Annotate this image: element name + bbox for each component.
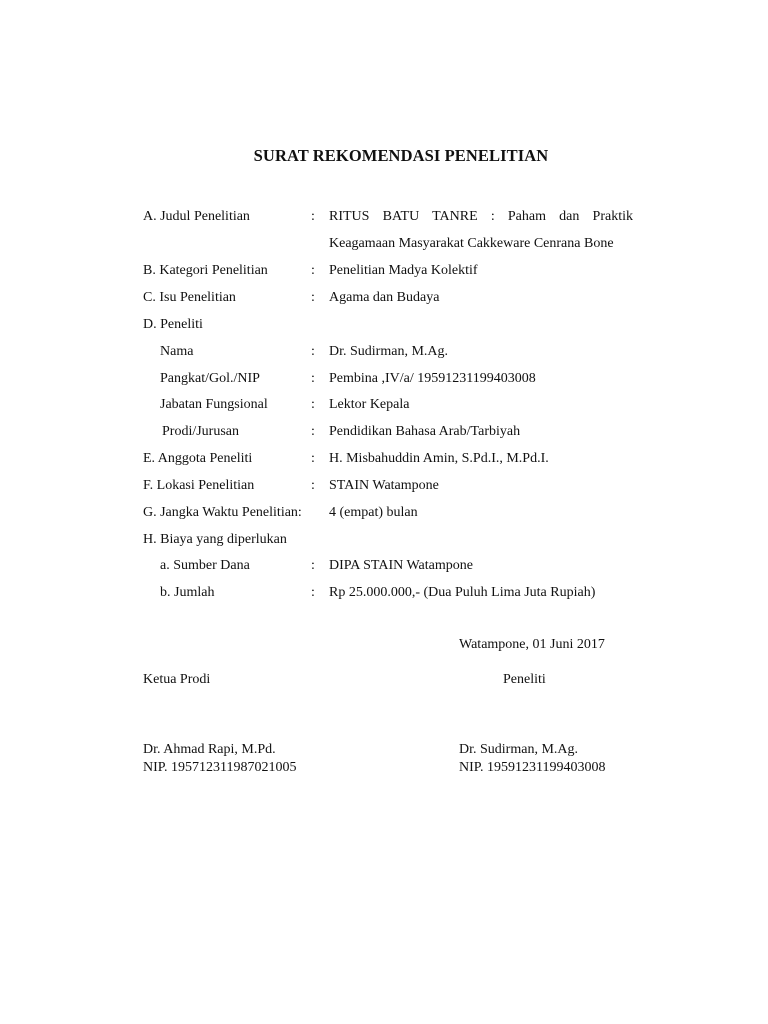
field-colon: : bbox=[311, 263, 315, 278]
field-label: Nama bbox=[160, 344, 194, 359]
signature-right-role: Peneliti bbox=[503, 672, 546, 687]
field-colon: : bbox=[311, 371, 315, 386]
field-colon: : bbox=[311, 397, 315, 412]
field-value: Lektor Kepala bbox=[329, 397, 410, 412]
signature-right-name: Dr. Sudirman, M.Ag. bbox=[459, 742, 578, 757]
field-label: E. Anggota Peneliti bbox=[143, 451, 253, 466]
field-colon: : bbox=[311, 558, 315, 573]
field-label: Jabatan Fungsional bbox=[160, 397, 268, 412]
signature-left-nip: NIP. 195712311987021005 bbox=[143, 760, 297, 775]
field-lokasi bbox=[0, 476, 768, 496]
field-label: F. Lokasi Penelitian bbox=[143, 478, 255, 493]
field-value: H. Misbahuddin Amin, S.Pd.I., M.Pd.I. bbox=[329, 451, 549, 466]
field-value: Agama dan Budaya bbox=[329, 290, 440, 305]
field-value: Pembina ,IV/a/ 19591231199403008 bbox=[329, 371, 536, 386]
field-jumlah bbox=[0, 583, 768, 603]
field-judul bbox=[0, 207, 768, 227]
field-value: 4 (empat) bulan bbox=[329, 505, 418, 520]
field-colon: : bbox=[311, 585, 315, 600]
signature-right-nip: NIP. 19591231199403008 bbox=[459, 760, 606, 775]
field-label: A. Judul Penelitian bbox=[143, 209, 250, 224]
section-peneliti bbox=[0, 315, 768, 335]
field-jabatan bbox=[0, 395, 768, 415]
field-anggota bbox=[0, 449, 768, 469]
field-label: b. Jumlah bbox=[160, 585, 215, 600]
field-label: C. Isu Penelitian bbox=[143, 290, 236, 305]
field-value: Keagamaan Masyarakat Cakkeware Cenrana Bone bbox=[329, 236, 614, 251]
section-label: H. Biaya yang diperlukan bbox=[143, 532, 287, 547]
field-value: DIPA STAIN Watampone bbox=[329, 558, 473, 573]
field-value: STAIN Watampone bbox=[329, 478, 439, 493]
field-value: Rp 25.000.000,- (Dua Puluh Lima Juta Rupiah) bbox=[329, 585, 596, 600]
field-colon: : bbox=[311, 451, 315, 466]
field-colon: : bbox=[311, 344, 315, 359]
field-value: Penelitian Madya Kolektif bbox=[329, 263, 478, 278]
field-label: B. Kategori Penelitian bbox=[143, 263, 268, 278]
field-value: Dr. Sudirman, M.Ag. bbox=[329, 344, 448, 359]
field-colon: : bbox=[311, 290, 315, 305]
field-jangka-waktu bbox=[0, 503, 768, 523]
field-label: Pangkat/Gol./NIP bbox=[160, 371, 260, 386]
field-pangkat bbox=[0, 369, 768, 389]
field-isu bbox=[0, 288, 768, 308]
field-colon: : bbox=[311, 209, 315, 224]
field-prodi bbox=[0, 422, 768, 442]
field-value: Pendidikan Bahasa Arab/Tarbiyah bbox=[329, 424, 521, 439]
field-kategori bbox=[0, 261, 768, 281]
place-date: Watampone, 01 Juni 2017 bbox=[459, 637, 605, 652]
field-label: G. Jangka Waktu Penelitian: bbox=[143, 505, 302, 520]
field-colon: : bbox=[311, 424, 315, 439]
signature-left-name: Dr. Ahmad Rapi, M.Pd. bbox=[143, 742, 276, 757]
field-label: Prodi/Jurusan bbox=[162, 424, 239, 439]
field-label: a. Sumber Dana bbox=[160, 558, 250, 573]
document-title: SURAT REKOMENDASI PENELITIAN bbox=[253, 146, 549, 165]
field-value: RITUS BATU TANRE : Paham dan Praktik bbox=[329, 209, 633, 224]
signature-left-role: Ketua Prodi bbox=[143, 672, 211, 687]
section-label: D. Peneliti bbox=[143, 317, 203, 332]
field-sumber-dana bbox=[0, 556, 768, 576]
section-biaya bbox=[0, 530, 768, 550]
field-nama bbox=[0, 342, 768, 362]
field-colon: : bbox=[311, 478, 315, 493]
field-judul-continued bbox=[0, 234, 768, 254]
